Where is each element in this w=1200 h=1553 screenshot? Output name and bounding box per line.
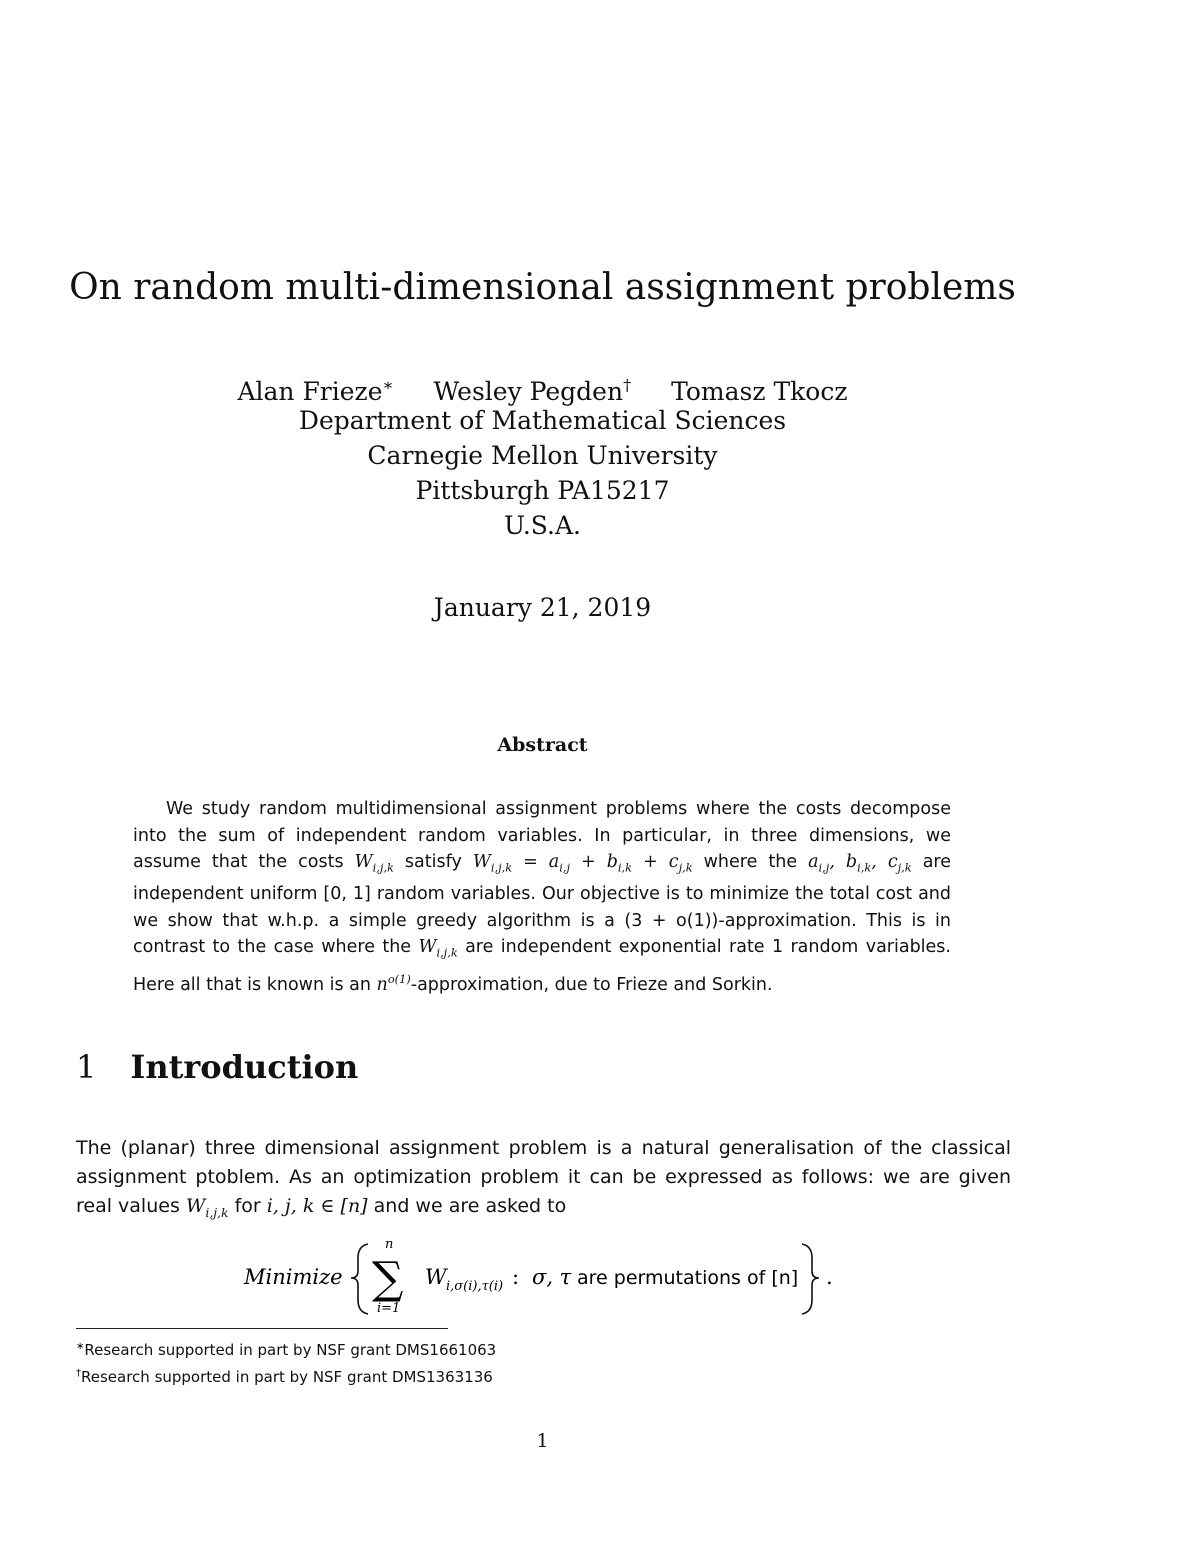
author-1: Alan Frieze∗ bbox=[237, 376, 394, 407]
math-abc: $a_{i,j}$, $b_{i,k}$, $c_{j,k}$ bbox=[808, 852, 912, 875]
paper-title: On random multi-dimensional assignment problems bbox=[69, 267, 1016, 308]
footnote: ∗Research supported in part by NSF grant DMS1661063 bbox=[76, 1341, 497, 1359]
affiliation bbox=[0, 403, 1085, 543]
footnote: †Research supported in part by NSF grant DMS1363136 bbox=[76, 1368, 493, 1386]
section-heading bbox=[76, 1046, 358, 1088]
math-w-ijk: $W_{i,j,k}$ bbox=[418, 937, 458, 960]
math-n-o1: $n^{o(1)}$ bbox=[376, 972, 411, 995]
eq-sum-symbol: ∑ bbox=[372, 1253, 404, 1304]
eq-term: W bbox=[425, 1265, 447, 1289]
eq-right-brace bbox=[802, 1244, 819, 1314]
eq-text: are permutations of [n] bbox=[577, 1267, 799, 1289]
eq-sum-upper: n bbox=[385, 1238, 394, 1252]
abstract-text: We study random multidimensional assignment problems where the costs decompose into the sum of independent random variables. In particular, in three dimensions, we assume that the costs $W_{i,j,k}$ satisfy $W_{i,j,k} = a_{i,j} + b_{i,k} + c_{j,k}$ where the $a_{i,j}$, $b_{i,k}$, $c_{j,k}$ are independent uniform [0, 1] random variables. Our objective is to minimize the total cost and we show that w.h.p. a simple greedy algorithm is a (3 + o(1))-approximation. This is in contrast to the case where the $W_{i,j,k}$ are independent exponential rate 1 random variables. Here all that is known is an $n^{o(1)}$-approximation, due to Frieze and Sorkin. bbox=[133, 799, 951, 995]
affiliation-line: U.S.A. bbox=[504, 511, 581, 540]
math-w-ijk: $W_{i,j,k}$ bbox=[185, 1195, 229, 1220]
footnotes bbox=[76, 1335, 496, 1389]
eq-sum-lower: i=1 bbox=[377, 1301, 401, 1316]
author-3: Tomasz Tkocz bbox=[671, 377, 848, 407]
eq-minimize: Minimize bbox=[244, 1265, 343, 1289]
affiliation-line: Carnegie Mellon University bbox=[367, 441, 718, 470]
math-w-ijk: $W_{i,j,k}$ bbox=[354, 852, 394, 875]
author-2: Wesley Pegden† bbox=[433, 376, 632, 407]
display-equation bbox=[240, 1238, 880, 1318]
page-number: 1 bbox=[536, 1430, 549, 1452]
section-number: 1 bbox=[76, 1048, 97, 1086]
eq-term-sub: i,σ(i),τ(i) bbox=[446, 1279, 504, 1294]
abstract-heading: Abstract bbox=[497, 734, 588, 756]
math-index-set: i, j, k ∈ [n] bbox=[266, 1195, 368, 1217]
paper-date: January 21, 2019 bbox=[433, 593, 652, 622]
intro-paragraph: The (planar) three dimensional assignment problem is a natural generalisation of the classical assignment ptoblem. As an optimization problem it can be expressed as follows: we are given real values $W_{i,j,k}$ for i, j, k ∈ [n] and we are asked to bbox=[76, 1137, 1011, 1220]
eq-left-brace bbox=[351, 1244, 368, 1314]
eq-colon: : bbox=[512, 1265, 520, 1289]
eq-vars: σ, τ bbox=[532, 1265, 572, 1289]
math-equation-inline: $W_{i,j,k} = a_{i,j} + b_{i,k} + c_{j,k}$ bbox=[472, 852, 693, 875]
eq-period: . bbox=[826, 1265, 833, 1289]
affiliation-line: Department of Mathematical Sciences bbox=[298, 406, 787, 435]
footnote-rule bbox=[76, 1328, 448, 1329]
affiliation-line: Pittsburgh PA15217 bbox=[415, 476, 670, 505]
section-title: Introduction bbox=[130, 1048, 359, 1086]
